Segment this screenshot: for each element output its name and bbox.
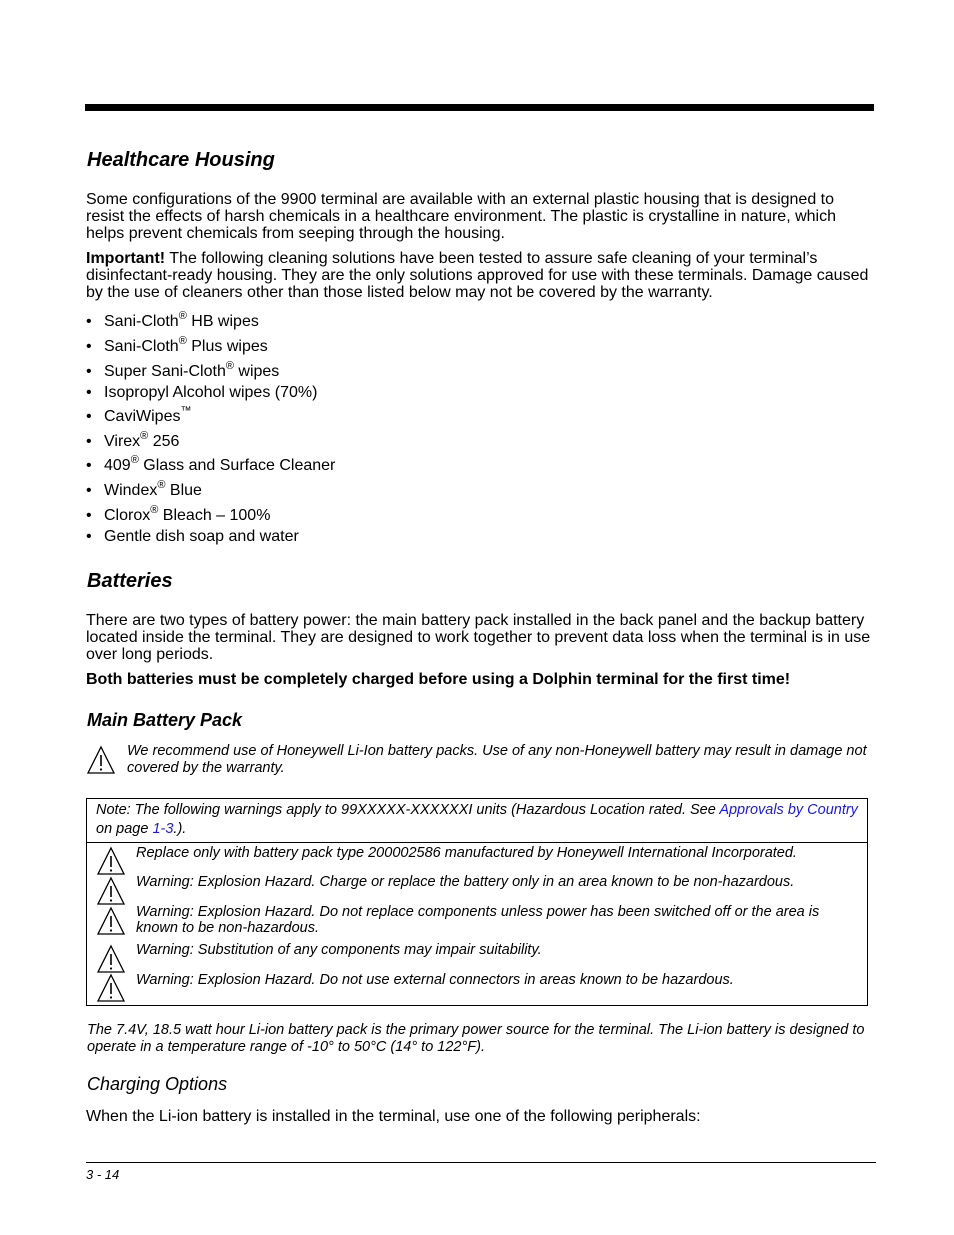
trademark-mark: ® <box>178 334 187 347</box>
warning-line: Warning: Substitution of any components may impair suitability. <box>136 942 542 958</box>
cleaner-item <box>104 528 299 545</box>
cleaner-suffix: wipes <box>233 363 280 380</box>
caution-icon <box>86 745 116 775</box>
cleaner-name: Gentle dish soap and water <box>104 528 299 545</box>
batteries-bold-note: Both batteries must be completely charged before using a Dolphin terminal for the first time! <box>86 671 791 688</box>
important-paragraph <box>86 250 876 301</box>
warning-line: Warning: Explosion Hazard. Do not use external connectors in areas known to be hazardous. <box>136 972 734 988</box>
cleaner-suffix: Plus wipes <box>186 338 268 355</box>
important-text: The following cleaning solutions have been tested to assure safe cleaning of your terminal’s disinfectant-ready housing. They are the only solutions approved for use with these terminals. Damage caused by the use of cleaners other than those listed below may not be covered by the warranty. <box>86 250 869 301</box>
cleaner-item <box>104 404 192 425</box>
warning-icon <box>96 944 126 974</box>
caution-text: We recommend use of Honeywell Li-Ion battery packs. Use of any non-Honeywell battery may result in damage not covered by the warranty. <box>127 743 867 776</box>
note-prefix: Note: The following warnings apply to 99XXXXX-XXXXXXI units (Hazardous Location rated. See <box>96 802 720 818</box>
cleaner-suffix: Glass and Surface Cleaner <box>138 457 336 474</box>
important-label: Important! <box>86 250 166 267</box>
cleaner-name: Clorox <box>104 507 151 524</box>
note-mid: on page <box>96 821 153 837</box>
warning-icon <box>96 973 126 1003</box>
header-rule <box>85 104 874 111</box>
cleaner-name: Windex <box>104 482 158 499</box>
note-suffix: .). <box>173 821 187 837</box>
cleaner-name: Virex <box>104 433 141 450</box>
cleaner-item <box>104 503 271 524</box>
trademark-mark: ® <box>130 453 139 466</box>
trademark-mark: ® <box>150 503 159 516</box>
page-number: 3 - 14 <box>86 1167 120 1182</box>
heading-healthcare-housing: Healthcare Housing <box>87 149 275 171</box>
page-link[interactable]: 1-3 <box>152 821 174 837</box>
warning-line: Warning: Explosion Hazard. Do not replace components unless power has been switched off or the area is known to be non-hazardous. <box>136 904 820 936</box>
warning-icon <box>96 906 126 936</box>
cleaner-item <box>104 384 317 401</box>
cleaner-item <box>104 453 336 474</box>
warning-icon <box>96 876 126 906</box>
cleaner-item <box>104 359 280 380</box>
cleaner-suffix: 256 <box>148 433 180 450</box>
heading-batteries: Batteries <box>87 570 173 592</box>
charging-text: When the Li-ion battery is installed in the terminal, use one of the following peripherals: <box>86 1108 701 1125</box>
cleaner-item <box>104 429 180 450</box>
cleaner-name: 409 <box>104 457 131 474</box>
healthcare-intro: Some configurations of the 9900 terminal are available with an external plastic housing that is designed to resist the effects of harsh chemicals in a healthcare environment. The plastic is crystalline in nature, which helps prevent chemicals from seeping through the housing. <box>86 191 836 242</box>
trademark-mark: ® <box>140 429 149 442</box>
cleaner-item <box>104 478 202 499</box>
footer-rule <box>86 1162 876 1163</box>
heading-main-battery-pack: Main Battery Pack <box>87 710 243 730</box>
trademark-mark: ™ <box>180 404 192 417</box>
trademark-mark: ® <box>157 478 166 491</box>
cleaner-name: Super Sani-Cloth <box>104 363 226 380</box>
cleaner-name: Sani-Cloth <box>104 338 179 355</box>
heading-charging-options: Charging Options <box>87 1074 228 1094</box>
warning-icon <box>96 846 126 876</box>
cleaner-suffix: Bleach – 100% <box>158 507 271 524</box>
warning-line: Warning: Explosion Hazard. Charge or replace the battery only in an area known to be non-hazardous. <box>136 874 795 890</box>
battery-description: The 7.4V, 18.5 watt hour Li-ion battery pack is the primary power source for the terminal. The Li-ion battery is designed to operate in a temperature range of -10° to 50°C (14° to 122°F). <box>87 1022 865 1055</box>
cleaner-item <box>104 334 268 355</box>
approvals-link[interactable]: Approvals by Country <box>719 802 858 818</box>
cleaner-item <box>104 309 259 330</box>
trademark-mark: ® <box>178 309 187 322</box>
hazard-note <box>96 801 864 839</box>
cleaner-name: CaviWipes <box>104 408 181 425</box>
cleaner-name: Isopropyl Alcohol wipes (70%) <box>104 384 318 401</box>
cleaner-suffix: Blue <box>165 482 202 499</box>
warning-line: Replace only with battery pack type 200002586 manufactured by Honeywell International Incorporated. <box>136 845 797 861</box>
note-divider <box>86 842 868 843</box>
batteries-intro: There are two types of battery power: the main battery pack installed in the back panel and the backup battery located inside the terminal. They are designed to work together to prevent data loss when the terminal is in use over long periods. <box>86 612 871 663</box>
cleaner-name: Sani-Cloth <box>104 313 179 330</box>
cleaner-suffix: HB wipes <box>186 313 259 330</box>
trademark-mark: ® <box>225 359 234 372</box>
